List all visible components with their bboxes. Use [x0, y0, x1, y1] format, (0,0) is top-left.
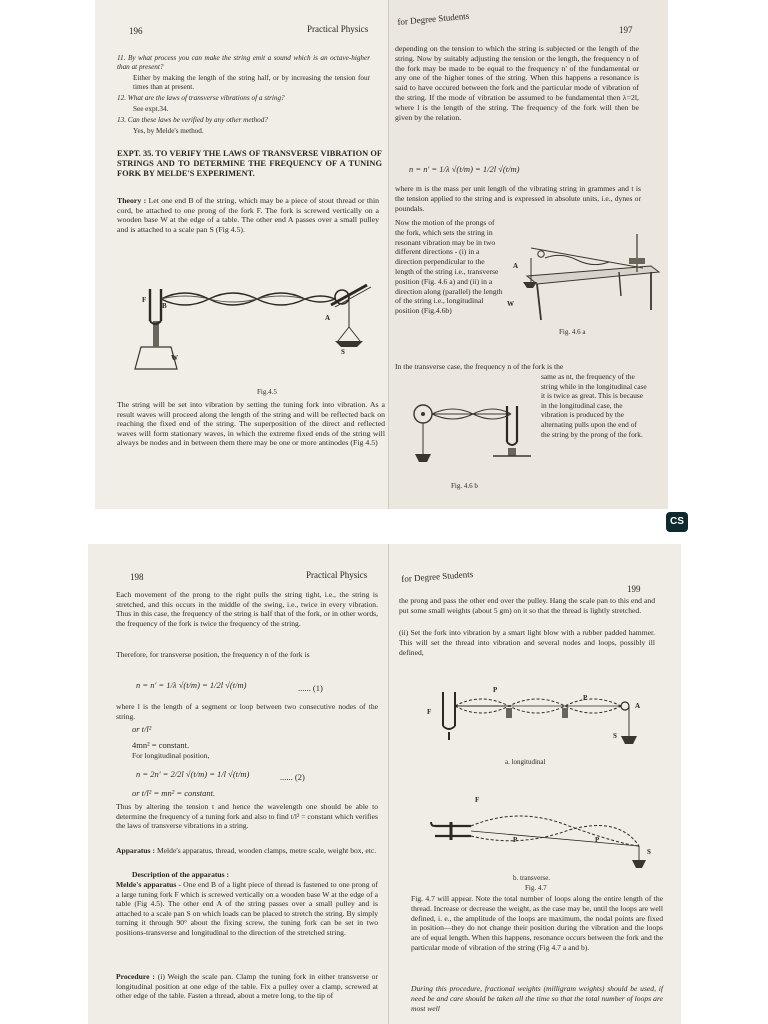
fig-4-6b-caption: Fig. 4.6 b	[451, 482, 478, 490]
running-header: for Degree Students	[397, 10, 470, 27]
fig-4-7a-label-a: A	[635, 702, 641, 710]
procedure-label: Procedure :	[116, 972, 155, 981]
prong-movement-paragraph: Each movement of the prong to the right pulls the string tight, i.e., the string is stretched, and this occurs in the middle of the swing, i.e., twice in every vibration. Thus in this case, the frequency of the string is half that of the fork, or in other words, the frequency of the fork is twice the frequency of the string.	[116, 590, 378, 628]
fig-4-6a-caption: Fig. 4.6 a	[559, 328, 586, 336]
procedure-text: (i) Weigh the scale pan. Clamp the tuning fork in either transverse or longitudinal position at one edge of the table. Fix a pulley over a clamp, screwed at other edge of the table. Fasten a thread, about a metre long, to the tip of	[116, 972, 378, 1001]
apparatus-text: Melde's apparatus, thread, wooden clamps, metre scale, weight box, etc.	[156, 846, 377, 855]
apparatus-paragraph	[116, 846, 378, 856]
tension-wavelength-paragraph: Thus by altering the tension t and hence the wavelength one should be able to determine the frequency of a tuning fork and also to find t/l² = constant which verifies the laws of transverse vibrations in a string.	[116, 802, 378, 831]
fractional-weights-paragraph: During this procedure, fractional weights (milligram weights) should be used, if need be and care should be taken all the time so that the total number of loops are most well	[411, 984, 663, 1013]
fig-4-7b-label-p2: P	[595, 836, 600, 844]
page-number: 199	[627, 584, 641, 594]
fig-4-5-label-s: S	[341, 348, 345, 356]
longitudinal-figure-4-6b	[403, 392, 541, 476]
equation-2: n = 2n' = 2/2l √(t/m) = 1/l √(t/m)	[136, 769, 250, 779]
theory-text: Let one end B of the string, which may be a piece of stout thread or thin cord, be attached to one prong of the fork F. The fork is screwed vertically on a wooden base W at the edge of a table. The other end A passes over a small pulley and is attached to a scale pan S (Fig 4.5).	[117, 196, 380, 234]
running-header: Practical Physics	[307, 24, 369, 34]
constant-1: 4mn² = constant.	[132, 740, 190, 750]
fig-4-6a-label-w: W	[507, 300, 514, 308]
equation-2-number: ...... (2)	[280, 772, 305, 782]
hammer-paragraph: (ii) Set the fork into vibration by a smart light blow with a rubber padded hammer. This will set the thread into vibration and several nodes and loops, possibly ill defined,	[399, 628, 655, 657]
page-number: 196	[129, 26, 143, 36]
running-header: Practical Physics	[306, 570, 368, 580]
fig-4-7a-label-f: F	[427, 708, 432, 716]
fig-4-7-caption: Fig. 4.7	[525, 884, 547, 892]
fig-4-7a-label-s: S	[613, 732, 617, 740]
equation-1-number: ...... (1)	[298, 683, 323, 693]
page-197	[389, 0, 668, 509]
answer-11: Either by making the length of the string half, or by increasing the tension four times than at present.	[133, 74, 370, 91]
transverse-figure-4-7b	[429, 796, 659, 876]
fig-4-7b-label-p1: P	[513, 836, 518, 844]
resonance-paragraph: depending on the tension to which the string is subjected or the length of the string. Now by suitably adjusting the tension or the length, the frequency n of the fork may be made to be equal to the frequency n' of the fundamental or any one of the higher tones of the string. When this happens a resonance is said to have occured between the fork and the particular mode of vibration of the string. If the mode of vibration be assumed to be fundamental then λ=2l, where l is the length of the string. The frequency of the fork will then be given by the relation.	[395, 44, 639, 122]
vibration-paragraph: The string will be set into vibration by setting the tuning fork into vibration. As a result waves will proceed along the length of the string and will be reflected back on reaching the fixed end of the string. The superposition of the direct and reflected waves will form stationary waves, in which the extreme fixed ends of the string will always be nodes and in between them there may be one or more antinodes (Fig 4.5)	[117, 400, 385, 448]
transverse-case-line: In the transverse case, the frequency n of the fork is the	[395, 362, 564, 371]
frequency-equation: n = n' = 1/λ √(t/m) = 1/2l √(t/m)	[409, 164, 520, 174]
running-header: for Degree Students	[401, 568, 474, 584]
fig-4-7a-caption: a. longitudinal	[505, 758, 546, 766]
theory-label: Theory :	[117, 196, 147, 205]
longitudinal-figure-4-7a	[409, 678, 649, 758]
question-12: 12. What are the laws of transverse vibrations of a string?	[117, 94, 285, 102]
fig-4-7b-label-f: F	[475, 796, 480, 804]
fig-4-5-label-f: F	[142, 296, 147, 304]
page-198	[88, 544, 388, 1024]
fig-4-7a-label-p2: P	[583, 694, 588, 702]
pulley-paragraph: the prong and pass the other end over the pulley. Hang the scale pan to this end and put some small weights (about 5 gm) on it so that the thread is lightly stretched.	[399, 596, 655, 615]
longitudinal-case-paragraph: same as nt, the frequency of the string while in the longitudinal case it is twice as great. This is because in the longitudinal case, the vibration is produced by the alternating pulls upon the end of the string by the prong of the fork.	[541, 372, 647, 439]
transverse-frequency-intro: Therefore, for transverse position, the frequency n of the fork is	[116, 650, 310, 659]
page-number: 198	[130, 572, 144, 582]
mass-tension-paragraph: where m is the mass per unit length of the vibrating string in grammes and t is the tension applied to the string and is expressed in absolute units, i.e., dynes or poundals.	[395, 184, 641, 213]
page-196	[95, 0, 388, 509]
fig-4-7b-caption: b. transverse.	[513, 874, 551, 882]
fig-4-7b-label-s: S	[647, 848, 651, 856]
longitudinal-label: For longitudinal position,	[132, 751, 210, 760]
fig-4-5-label-a: A	[325, 314, 331, 322]
questions-block	[117, 54, 370, 138]
fig-4-7a-label-p1: P	[493, 686, 498, 694]
melde-apparatus-paragraph	[116, 880, 378, 938]
question-13: 13. Can these laws be verified by any other method?	[117, 116, 268, 124]
experiment-title: EXPT. 35. TO VERIFY THE LAWS OF TRANSVERSE VIBRATION OF STRINGS AND TO DETERMINE THE FREQUENCY OF A TUNING FORK BY MELDE'S EXPERIMENT.	[117, 149, 382, 178]
question-11: 11. By what process you can make the string emit a sound which is an octave-higher than at present?	[117, 54, 370, 71]
or-relation-1: or t/l²	[132, 724, 152, 734]
theory-paragraph	[117, 196, 379, 234]
fig-4-5-label-w: W	[171, 354, 178, 362]
prong-motion-paragraph: Now the motion of the prongs of the fork, which sets the string in resonant vibration may be in two different directions - (i) in a direction perpendicular to the length of the string i.e., transverse position (Fig. 4.6 a) and (ii) in a direction along (parallel) the length of the string i.e., longitudinal position (Fig.4.6b)	[395, 218, 503, 316]
description-heading: Description of the apparatus :	[132, 870, 230, 879]
loops-paragraph: Fig. 4.7 will appear. Note the total number of loops along the entire length of the thread. Increase or decrease the weight, as the case may be, until the loops are well defined, i. e., the amplitude of the loops are maximum, the nodal points are fixed in position—they do not change their position during the vibration and the loops are of equal length. When this happens, resonance occurs between the fork and the particular mode of vibration of the string (Fig 4.7 a and b).	[411, 894, 663, 952]
page-number: 197	[619, 25, 633, 35]
answer-12: See expt.34.	[133, 105, 169, 113]
fig-4-6a-label-a: A	[513, 262, 519, 270]
transverse-figure-4-6a	[501, 228, 661, 328]
equation-1: n = n' = 1/λ √(t/m) = 1/2l √(t/m)	[136, 680, 247, 690]
fig-4-5-label-b: B	[162, 302, 167, 310]
melde-label: Melde's apparatus -	[116, 880, 182, 889]
camscanner-badge: CS	[666, 512, 688, 532]
apparatus-label: Apparatus :	[116, 846, 156, 855]
fig-4-5-caption: Fig.4.5	[257, 388, 277, 396]
answer-13: Yes, by Melde's method.	[133, 127, 204, 135]
segment-length-note: where l is the length of a segment or loop between two consecutive nodes of the string.	[116, 702, 378, 721]
or-relation-2: or t/l² = mn² = constant.	[132, 788, 216, 798]
procedure-paragraph	[116, 972, 378, 1001]
melde-text: One end B of a light piece of thread is fastened to one prong of a large tuning fork F which is screwed vertically on a wooden base W at the edge of a table (Fig 4.5). The other end A of the string passes over a small pulley and is attached to a scale pan S on which loads can be placed to stretch the string. By simply turning it through 90° about the fixing screw, the tuning fork can be set in two positions-transverse and longitudinal to the direction of the stretched string.	[116, 880, 378, 937]
page-199	[389, 544, 681, 1024]
